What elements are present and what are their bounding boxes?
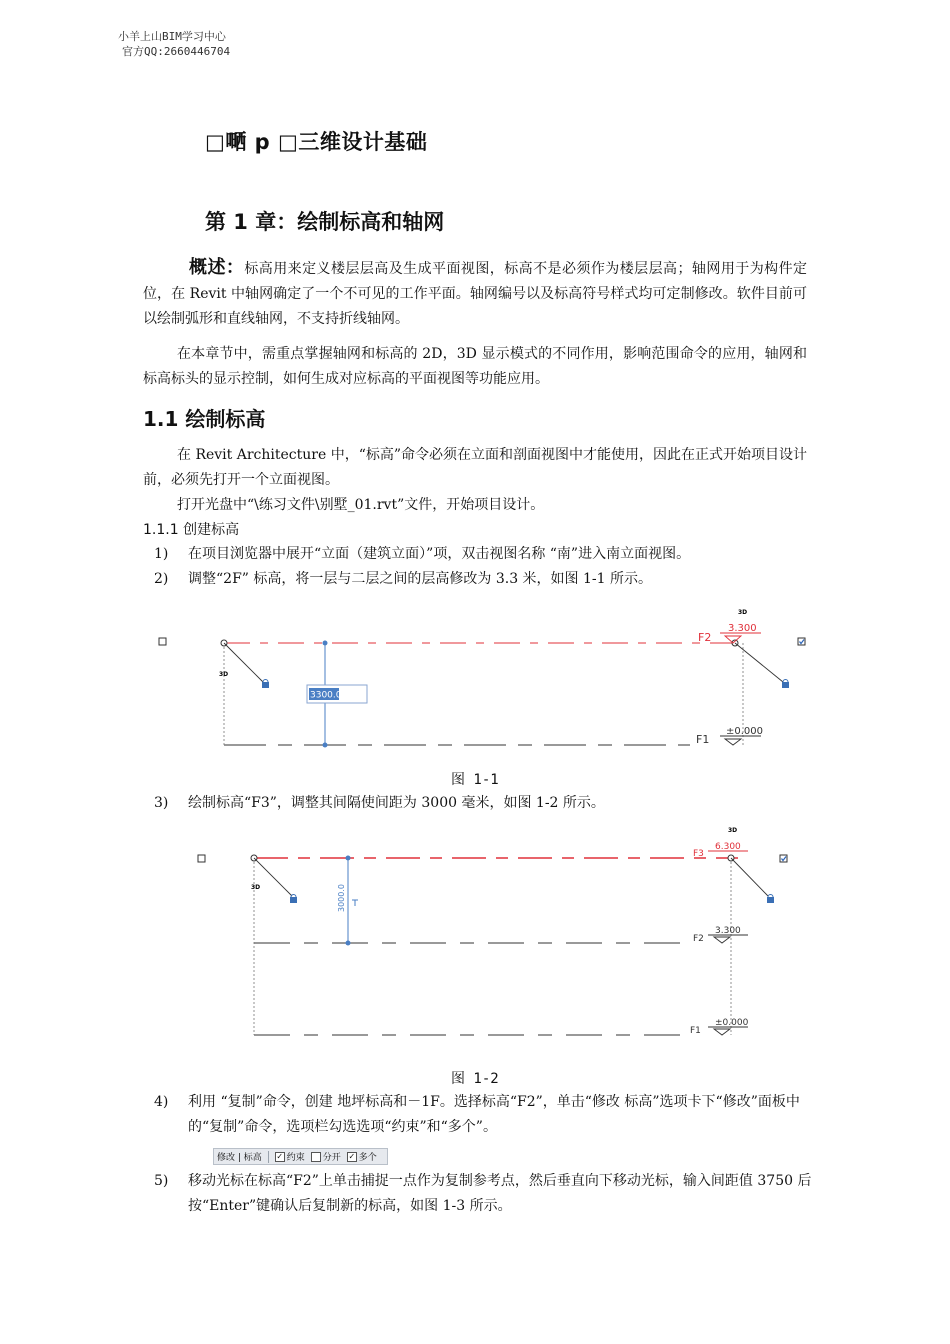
level-name-f2[interactable]: F2: [693, 934, 704, 944]
level-name-f1[interactable]: F1: [696, 733, 710, 746]
lock-icon[interactable]: [262, 682, 269, 688]
step-text: 绘制标高“F3”，调整其间隔使间距为 3000 毫米，如图 1-2 所示。: [188, 795, 605, 811]
step-number: 5): [154, 1173, 169, 1189]
label-3d-right[interactable]: 3D: [738, 609, 748, 616]
tab-modify-level[interactable]: 修改 | 标高: [217, 1153, 262, 1163]
subsection-heading: 1.1.1 创建标高: [143, 522, 240, 538]
lock-icon[interactable]: [290, 897, 297, 903]
book-title: □嗮 p □三维设计基础: [205, 130, 428, 154]
toolbar-divider: [268, 1151, 269, 1163]
level-head-toggle-left[interactable]: [159, 638, 166, 645]
step-number: 2): [154, 571, 169, 587]
checkbox-unchecked-icon[interactable]: [311, 1152, 321, 1162]
overview-paragraph-2: 在本章节中，需重点掌握轴网和标高的 2D，3D 显示模式的不同作用，影响范围命令的应用，轴网和标高标头的显示控制，如何生成对应标高的平面视图等功能应用。: [143, 346, 807, 387]
header-line-1: 小羊上山BIM学习中心: [118, 30, 226, 43]
label-3d-right[interactable]: 3D: [728, 827, 738, 834]
lock-icon[interactable]: [767, 897, 774, 903]
overview-paragraph-1: [143, 255, 807, 332]
option-constrain[interactable]: [275, 1150, 305, 1163]
step-number: 4): [154, 1094, 169, 1110]
label-3d-left[interactable]: 3D: [251, 884, 261, 891]
level-head-toggle-right[interactable]: [780, 855, 787, 862]
section-heading: 1.1 绘制标高: [143, 407, 266, 431]
step-4: [154, 1090, 818, 1140]
figure-1-1-elevation: [150, 602, 820, 762]
step-number: 1): [154, 546, 169, 562]
options-bar: [213, 1148, 388, 1165]
label-3d-left[interactable]: 3D: [219, 671, 229, 678]
step-2: [154, 567, 818, 592]
level-elev-f1[interactable]: ±0.000: [715, 1018, 749, 1028]
step-text: 移动光标在标高“F2”上单击捕捉一点作为复制参考点，然后垂直向下移动光标，输入间距值 3750 后按“Enter”键确认后复制新的标高，如图 1-3 所示。: [188, 1173, 812, 1214]
step-text: 调整“2F” 标高，将一层与二层之间的层高修改为 3.3 米，如图 1-1 所示。: [188, 571, 652, 587]
overview-lead: 概述：: [189, 257, 245, 278]
level-name-f2[interactable]: F2: [698, 631, 712, 644]
dimension-value[interactable]: 3000.0: [337, 884, 346, 912]
level-name-f1[interactable]: F1: [690, 1026, 701, 1036]
figure-1-1-caption: 图 1-1: [451, 772, 499, 788]
lock-icon[interactable]: [782, 682, 789, 688]
header-line-2: 官方QQ:2660446704: [122, 45, 231, 58]
level-elev-f1[interactable]: ±0.000: [726, 726, 764, 737]
option-label: 约束: [286, 1153, 305, 1163]
option-multiple[interactable]: [347, 1150, 377, 1163]
step-5: [154, 1169, 818, 1219]
step-number: 3): [154, 795, 169, 811]
step-1: [154, 542, 818, 567]
checkbox-checked-icon[interactable]: ✓: [276, 1151, 284, 1161]
step-text: 在项目浏览器中展开“立面（建筑立面）”项，双击视图名称 “南”进入南立面视图。: [188, 546, 691, 562]
option-split[interactable]: [311, 1150, 341, 1163]
section-paragraph-1: 在 Revit Architecture 中，“标高”命令必须在立面和剖面视图中才能使用，因此在正式开始项目设计前，必须先打开一个立面视图。: [143, 447, 808, 488]
step-3: [154, 791, 818, 816]
figure-1-2-caption: 图 1-2: [451, 1071, 499, 1087]
level-name-f3[interactable]: F3: [693, 849, 704, 859]
level-head-toggle-left[interactable]: [198, 855, 205, 862]
checkbox-checked-icon[interactable]: ✓: [348, 1151, 356, 1161]
figure-1-2-elevation: [190, 822, 810, 1044]
level-elev-f2[interactable]: 3.300: [728, 623, 757, 634]
chapter-title: 第 1 章：绘制标高和轴网: [205, 210, 445, 234]
level-elev-f2[interactable]: 3.300: [715, 926, 741, 936]
option-label: 分开: [322, 1153, 341, 1163]
section-paragraph-2: 打开光盘中“\练习文件\别墅_01.rvt”文件，开始项目设计。: [177, 497, 545, 513]
dimension-value[interactable]: 3300.0: [310, 690, 342, 701]
option-label: 多个: [358, 1153, 377, 1163]
step-text: 利用 “复制”命令，创建 地坪标高和－1F。选择标高“F2”，单击“修改 标高”选项卡下“修改”面板中的“复制”命令，选项栏勾选选项“约束”和“多个”。: [188, 1094, 800, 1135]
level-elev-f3[interactable]: 6.300: [715, 842, 741, 852]
overview-text-1: 标高用来定义楼层层高及生成平面视图，标高不是必须作为楼层层高；轴网用于为构件定位，在 Revit 中轴网确定了一个不可见的工作平面。轴网编号以及标高符号样式均可定制修改。软件目前可以绘制弧形和直线轴网，不支持折线轴网。: [143, 261, 808, 327]
level-head-toggle-right[interactable]: [798, 638, 805, 645]
